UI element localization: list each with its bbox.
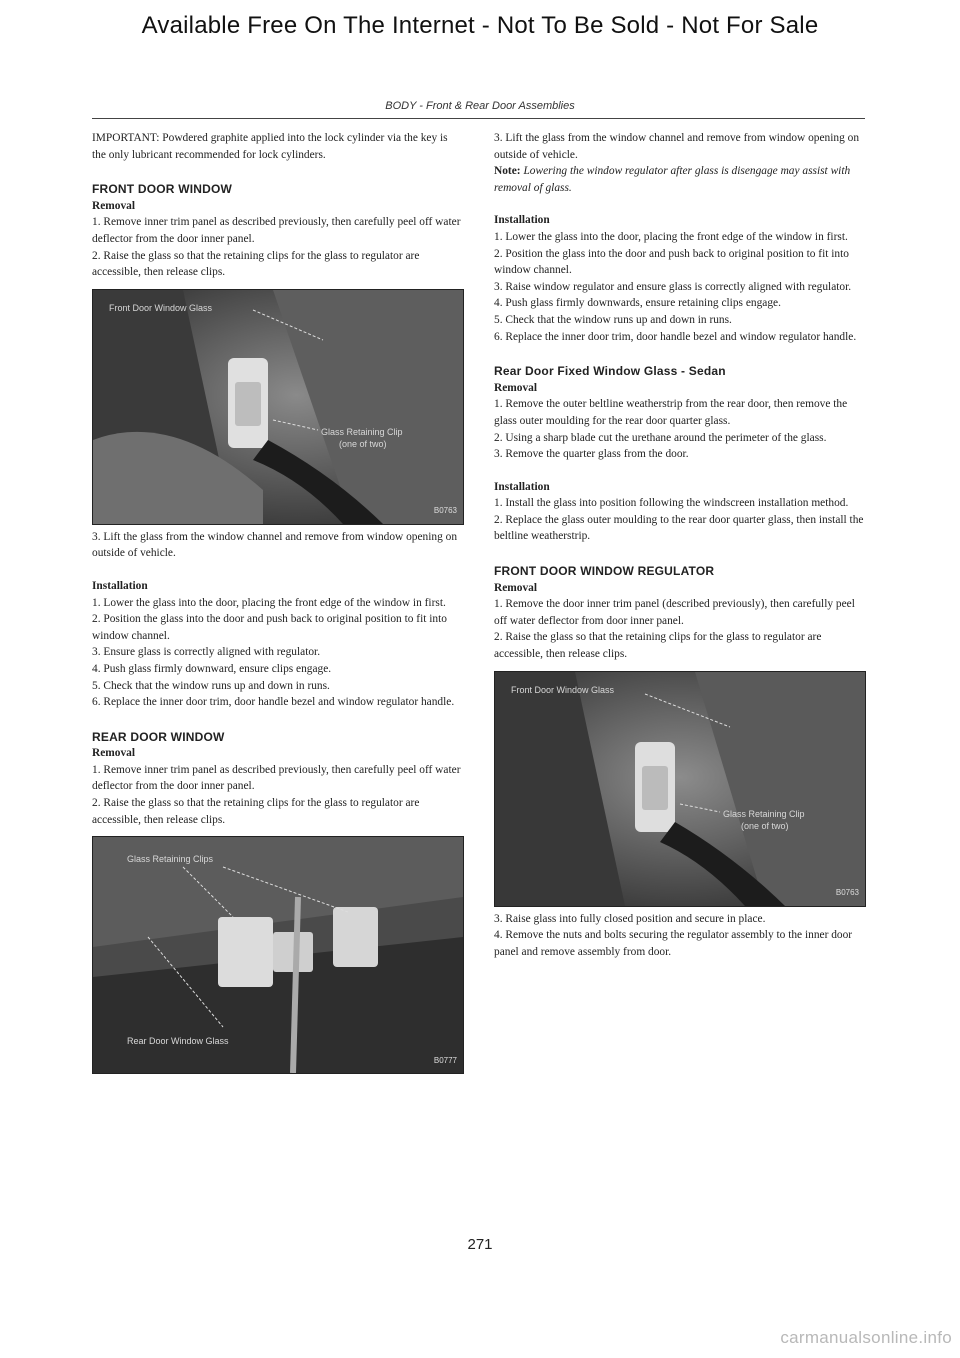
removal-step: 1. Remove the door inner trim panel (described previously), then carefully peel off water deflector from door inner panel. bbox=[494, 598, 855, 627]
note-label: Note: bbox=[494, 165, 521, 178]
rear-door-window-heading: REAR DOOR WINDOW bbox=[92, 729, 225, 744]
installation-step: 2. Position the glass into the door and push back to original position to fit into window channel. bbox=[494, 247, 849, 277]
removal-step: 4. Remove the nuts and bolts securing the regulator assembly to the inner door panel and remove assembly from door. bbox=[494, 929, 853, 958]
installation-subheading: Installation bbox=[494, 480, 550, 493]
removal-step: 2. Raise the glass so that the retaining clips for the glass to regulator are accessible, then release clips. bbox=[92, 249, 420, 279]
distribution-banner: Available Free On The Internet - Not To Be Sold - Not For Sale bbox=[141, 12, 819, 39]
figure-code: B0777 bbox=[433, 1055, 457, 1065]
door-photo-illustration bbox=[93, 290, 463, 524]
installation-step: 4. Push glass firmly downward, ensure clips engage. bbox=[92, 662, 332, 675]
removal-step: 1. Remove the outer beltline weatherstrip from the rear door, then remove the glass outer moulding for the rear door quarter glass. bbox=[494, 398, 848, 427]
page-number: 271 bbox=[467, 1236, 493, 1253]
removal-subheading: Removal bbox=[494, 381, 538, 394]
note bbox=[494, 163, 866, 196]
website-watermark: carmanualsonline.info bbox=[780, 1328, 952, 1347]
removal-step: 3. Remove the quarter glass from the door. bbox=[494, 448, 689, 461]
removal-step: 1. Remove inner trim panel as described previously, then carefully peel off water deflector from the door inner panel. bbox=[92, 763, 461, 793]
removal-step: 3. Lift the glass from the window channel and remove from window opening on outside of vehicle. bbox=[92, 530, 458, 560]
installation-step: 1. Lower the glass into the door, placing the front edge of the window in first. bbox=[494, 230, 848, 243]
left-column bbox=[92, 130, 464, 1078]
removal-step: 3. Lift the glass from the window channel and remove from window opening on outside of vehicle. bbox=[494, 132, 860, 161]
front-door-window-heading: FRONT DOOR WINDOW bbox=[92, 182, 233, 197]
figure-code: B0763 bbox=[433, 506, 457, 516]
figure-label-one-of-two: (one of two) bbox=[339, 438, 387, 449]
figure-label-retaining-clip: Glass Retaining Clip bbox=[321, 426, 403, 437]
removal-subheading: Removal bbox=[494, 581, 538, 594]
installation-step: 3. Raise window regulator and ensure glass is correctly aligned with regulator. bbox=[494, 280, 852, 293]
figure-label-retaining-clips: Glass Retaining Clips bbox=[127, 854, 214, 865]
figure-code: B0763 bbox=[835, 888, 859, 898]
window-regulator-heading: FRONT DOOR WINDOW REGULATOR bbox=[494, 564, 715, 579]
removal-step: 2. Raise the glass so that the retaining clips for the glass to regulator are accessible, then release clips. bbox=[92, 797, 420, 826]
installation-step: 2. Replace the glass outer moulding to the rear door quarter glass, then install the beltline weatherstrip. bbox=[494, 513, 864, 543]
regulator-photo-illustration bbox=[495, 672, 865, 906]
front-door-window-photo bbox=[92, 289, 464, 525]
figure-label-retaining-clip: Glass Retaining Clip bbox=[723, 808, 805, 819]
removal-subheading: Removal bbox=[92, 747, 136, 760]
installation-step: 1. Install the glass into position following the windscreen installation method. bbox=[494, 497, 849, 510]
removal-step: 2. Using a sharp blade cut the urethane around the perimeter of the glass. bbox=[494, 431, 827, 444]
installation-step: 6. Replace the inner door trim, door handle bezel and window regulator handle. bbox=[92, 696, 455, 709]
installation-step: 5. Check that the window runs up and down in runs. bbox=[494, 313, 732, 326]
installation-step: 5. Check that the window runs up and down in runs. bbox=[92, 679, 330, 692]
removal-step: 3. Raise glass into fully closed position and secure in place. bbox=[494, 912, 766, 925]
removal-subheading: Removal bbox=[92, 199, 136, 212]
installation-step: 6. Replace the inner door trim, door handle bezel and window regulator handle. bbox=[494, 330, 857, 343]
fixed-window-glass-heading: Rear Door Fixed Window Glass - Sedan bbox=[494, 364, 726, 379]
note-text: Lowering the window regulator after glass is disengage may assist with removal of glass. bbox=[494, 165, 851, 194]
figure-label-window-glass: Front Door Window Glass bbox=[109, 302, 213, 313]
figure-label-one-of-two: (one of two) bbox=[741, 820, 789, 831]
figure-label-rear-window-glass: Rear Door Window Glass bbox=[127, 1036, 229, 1047]
rear-door-window-photo bbox=[92, 836, 464, 1074]
installation-subheading: Installation bbox=[92, 579, 148, 592]
removal-step: 1. Remove inner trim panel as described previously, then carefully peel off water deflector from the door inner panel. bbox=[92, 216, 461, 245]
installation-step: 2. Position the glass into the door and push back to original position to fit into window channel. bbox=[92, 613, 447, 642]
right-column bbox=[494, 130, 866, 960]
installation-step: 1. Lower the glass into the door, placing the front edge of the window in first. bbox=[92, 596, 446, 609]
installation-step: 4. Push glass firmly downwards, ensure retaining clips engage. bbox=[494, 297, 781, 310]
running-head: BODY - Front & Rear Door Assemblies bbox=[385, 100, 575, 112]
installation-subheading: Installation bbox=[494, 214, 550, 227]
important-note: IMPORTANT: Powdered graphite applied into the lock cylinder via the key is the only lubricant recommended for lock cylinders. bbox=[92, 132, 448, 161]
header-rule bbox=[92, 118, 865, 119]
installation-step: 3. Ensure glass is correctly aligned with regulator. bbox=[92, 646, 321, 659]
removal-step: 2. Raise the glass so that the retaining clips for the glass to regulator are accessible, then release clips. bbox=[494, 631, 822, 661]
figure-label-window-glass: Front Door Window Glass bbox=[511, 684, 615, 695]
window-regulator-photo bbox=[494, 671, 866, 907]
